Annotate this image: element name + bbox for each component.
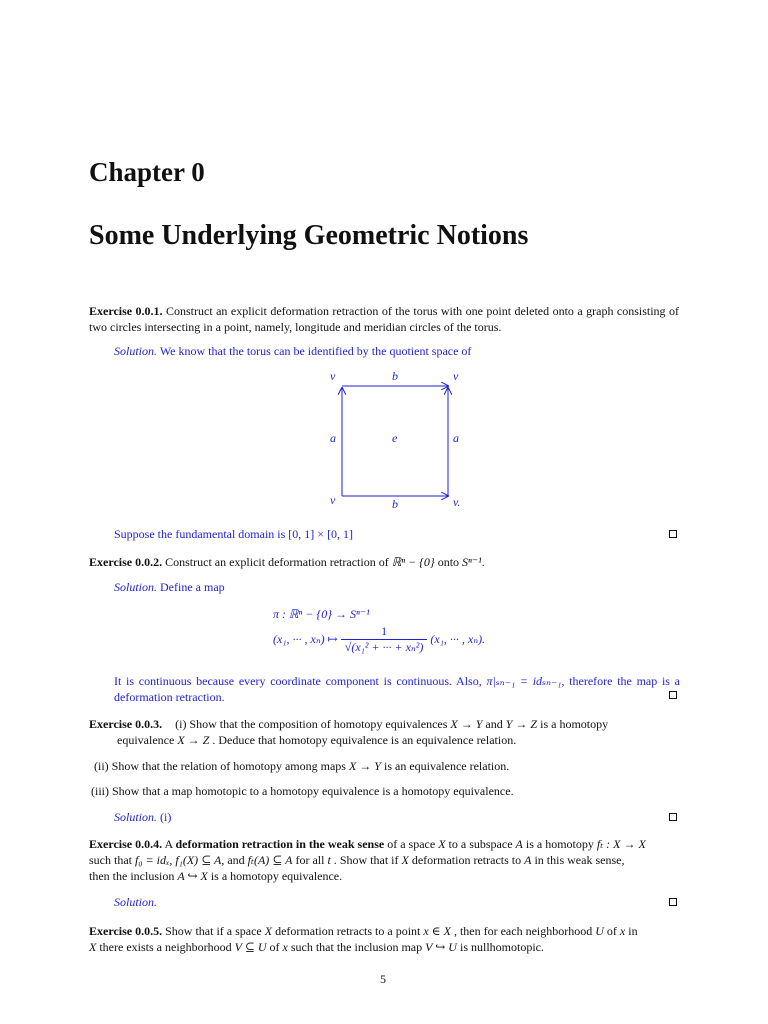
exercise-text: . Deduce that homotopy equivalence is an equivalence relation. — [209, 733, 517, 747]
math-inline: x ∈ X — [423, 924, 451, 938]
exercise-0-0-3-ii — [94, 758, 684, 774]
math-inline: V ⊆ U — [234, 940, 267, 954]
solution-0-0-4 — [114, 894, 157, 910]
math-inline: X — [89, 940, 97, 954]
math-inline: X — [438, 837, 446, 851]
qed-box — [669, 813, 677, 821]
exercise-text: there exists a neighborhood — [96, 940, 235, 954]
exercise-text: (ii) Show that the relation of homotopy among maps — [94, 759, 349, 773]
vertex-top-right: v — [453, 369, 459, 383]
exercise-0-0-3-iii: (iii) Show that a map homotopic to a homotopy equivalence is a homotopy equivalence. — [91, 784, 514, 798]
fraction-numerator: 1 — [341, 624, 428, 640]
math-inline: Sⁿ⁻¹ — [462, 555, 482, 569]
solution-label: Solution. — [114, 344, 158, 358]
exercise-text: Construct an explicit deformation retraction of the torus with one point deleted onto a graph consisting of two circles intersecting in a point, namely, longitude and meridian circles of the torus. — [89, 304, 679, 334]
exercise-text: equivalence — [117, 733, 178, 747]
equation-right: (x₁, ··· , xₙ). — [430, 632, 486, 646]
exercise-text: deformation retracts to a point — [272, 924, 424, 938]
exercise-text: Show that if a space — [165, 924, 265, 938]
exercise-label: Exercise 0.0.5. — [89, 924, 163, 938]
exercise-0-0-2 — [89, 554, 679, 570]
math-inline: V ↪ U — [425, 940, 457, 954]
math-inline: Y → Z — [505, 717, 538, 731]
solution-label: Solution. — [114, 580, 158, 594]
math-inline: π|ₛₙ₋₁ = idₛₙ₋₁ — [486, 674, 562, 688]
exercise-text: A — [164, 837, 176, 851]
solution-label: Solution. — [114, 810, 158, 824]
vertex-top-left: v — [330, 369, 336, 383]
solution-0-0-1 — [114, 343, 471, 359]
exercise-label: Exercise 0.0.4. — [89, 837, 163, 851]
exercise-text: of — [266, 940, 283, 954]
exercise-0-0-1 — [89, 303, 679, 335]
exercise-text: , and — [221, 853, 248, 867]
math-inline: ℝⁿ − {0} — [391, 555, 435, 569]
exercise-text: to a subspace — [445, 837, 516, 851]
exercise-0-0-4-line1 — [89, 836, 679, 852]
math-inline: fₜ(A) ⊆ A — [247, 853, 293, 867]
exercise-text: of a space — [384, 837, 439, 851]
solution-text: It is continuous because every coordinate component is continuous. Also, — [114, 674, 487, 688]
solution-text: We know that the torus can be identified by the quotient space of — [159, 344, 472, 358]
exercise-text: (i) Show that the composition of homotopy equivalences — [175, 717, 451, 731]
torus-quotient-diagram — [320, 366, 470, 514]
exercise-text: deformation retracts to — [408, 853, 525, 867]
math-inline: t — [327, 853, 331, 867]
solution-text: (i) — [160, 810, 172, 824]
label-right-edge: a — [453, 431, 459, 445]
label-top-edge: b — [392, 369, 398, 383]
exercise-text: is an equivalence relation. — [380, 759, 510, 773]
chapter-title: Some Underlying Geometric Notions — [89, 220, 529, 251]
exercise-0-0-3-i-cont — [117, 732, 677, 748]
solution-continuation-0-0-1: Suppose the fundamental domain is [0, 1] × [0, 1] — [114, 527, 354, 541]
solution-0-0-2 — [114, 579, 225, 595]
exercise-text: of — [603, 924, 620, 938]
exercise-0-0-3-i — [89, 716, 679, 732]
exercise-label: Exercise 0.0.3. — [89, 717, 163, 731]
label-left-edge: a — [330, 431, 336, 445]
exercise-text: onto — [434, 555, 463, 569]
solution-label: Solution. — [114, 895, 158, 909]
exercise-text: . — [481, 555, 485, 569]
math-inline: X → Y — [348, 759, 381, 773]
exercise-text: is a homotopy — [522, 837, 597, 851]
fraction-denominator: √(x₁² + ··· + xₙ²) — [344, 640, 424, 654]
qed-box — [669, 898, 677, 906]
math-inline: A — [524, 853, 532, 867]
exercise-text: in — [625, 924, 638, 938]
exercise-label: Exercise 0.0.2. — [89, 555, 163, 569]
chapter-heading: Chapter 0 — [89, 157, 205, 187]
solution-text: , therefore the map is a deformation retraction. — [114, 674, 681, 704]
exercise-text: , then for each neighborhood — [450, 924, 596, 938]
math-inline: x — [619, 924, 626, 938]
exercise-text: such that — [89, 853, 135, 867]
exercise-text: then the inclusion — [89, 869, 178, 883]
exercise-0-0-5-line2 — [89, 939, 679, 955]
qed-box — [669, 530, 677, 538]
exercise-0-0-4-line3 — [89, 868, 679, 884]
math-inline: X — [401, 853, 409, 867]
exercise-text: such that the inclusion map — [287, 940, 426, 954]
exercise-text: and — [482, 717, 506, 731]
vertex-bottom-right: v. — [453, 495, 461, 509]
equation-left: (x₁, ··· , xₙ) ↦ — [273, 632, 338, 646]
exercise-text: . Show that if — [330, 853, 402, 867]
exercise-text: for all — [292, 853, 328, 867]
defined-term: deformation retraction in the weak sense — [175, 837, 385, 851]
math-inline: A ↪ X — [177, 869, 208, 883]
qed-box — [669, 691, 677, 699]
vertex-bottom-left: v — [330, 493, 336, 507]
label-bottom-edge: b — [392, 497, 398, 511]
display-equation-formula — [273, 624, 485, 655]
exercise-0-0-5-line1 — [89, 923, 679, 939]
solution-0-0-3 — [114, 809, 171, 825]
exercise-0-0-4-line2 — [89, 852, 679, 868]
solution-continuation-0-0-2 — [114, 673, 680, 705]
exercise-label: Exercise 0.0.1. — [89, 304, 163, 318]
display-equation-map: π : ℝⁿ − {0} → Sⁿ⁻¹ — [273, 607, 370, 621]
math-inline: U — [595, 924, 604, 938]
math-inline: X → Z — [177, 733, 210, 747]
math-inline: A — [515, 837, 523, 851]
page-number: 5 — [380, 972, 386, 986]
math-inline: fₜ : X → X — [596, 837, 646, 851]
math-inline: X — [264, 924, 273, 938]
math-inline: f₀ = idₓ, f₁(X) ⊆ A — [135, 853, 222, 867]
math-inline: X → Y — [450, 717, 483, 731]
label-face: e — [392, 431, 398, 445]
math-inline: x — [282, 940, 288, 954]
exercise-text: is a homotopy equivalence. — [207, 869, 343, 883]
exercise-text: is nullhomotopic. — [456, 940, 544, 954]
exercise-text: is a homotopy — [537, 717, 609, 731]
fraction — [341, 624, 428, 655]
exercise-text: Construct an explicit deformation retraction of — [165, 555, 392, 569]
exercise-text: in this weak sense, — [531, 853, 625, 867]
solution-text: Define a map — [160, 580, 225, 594]
